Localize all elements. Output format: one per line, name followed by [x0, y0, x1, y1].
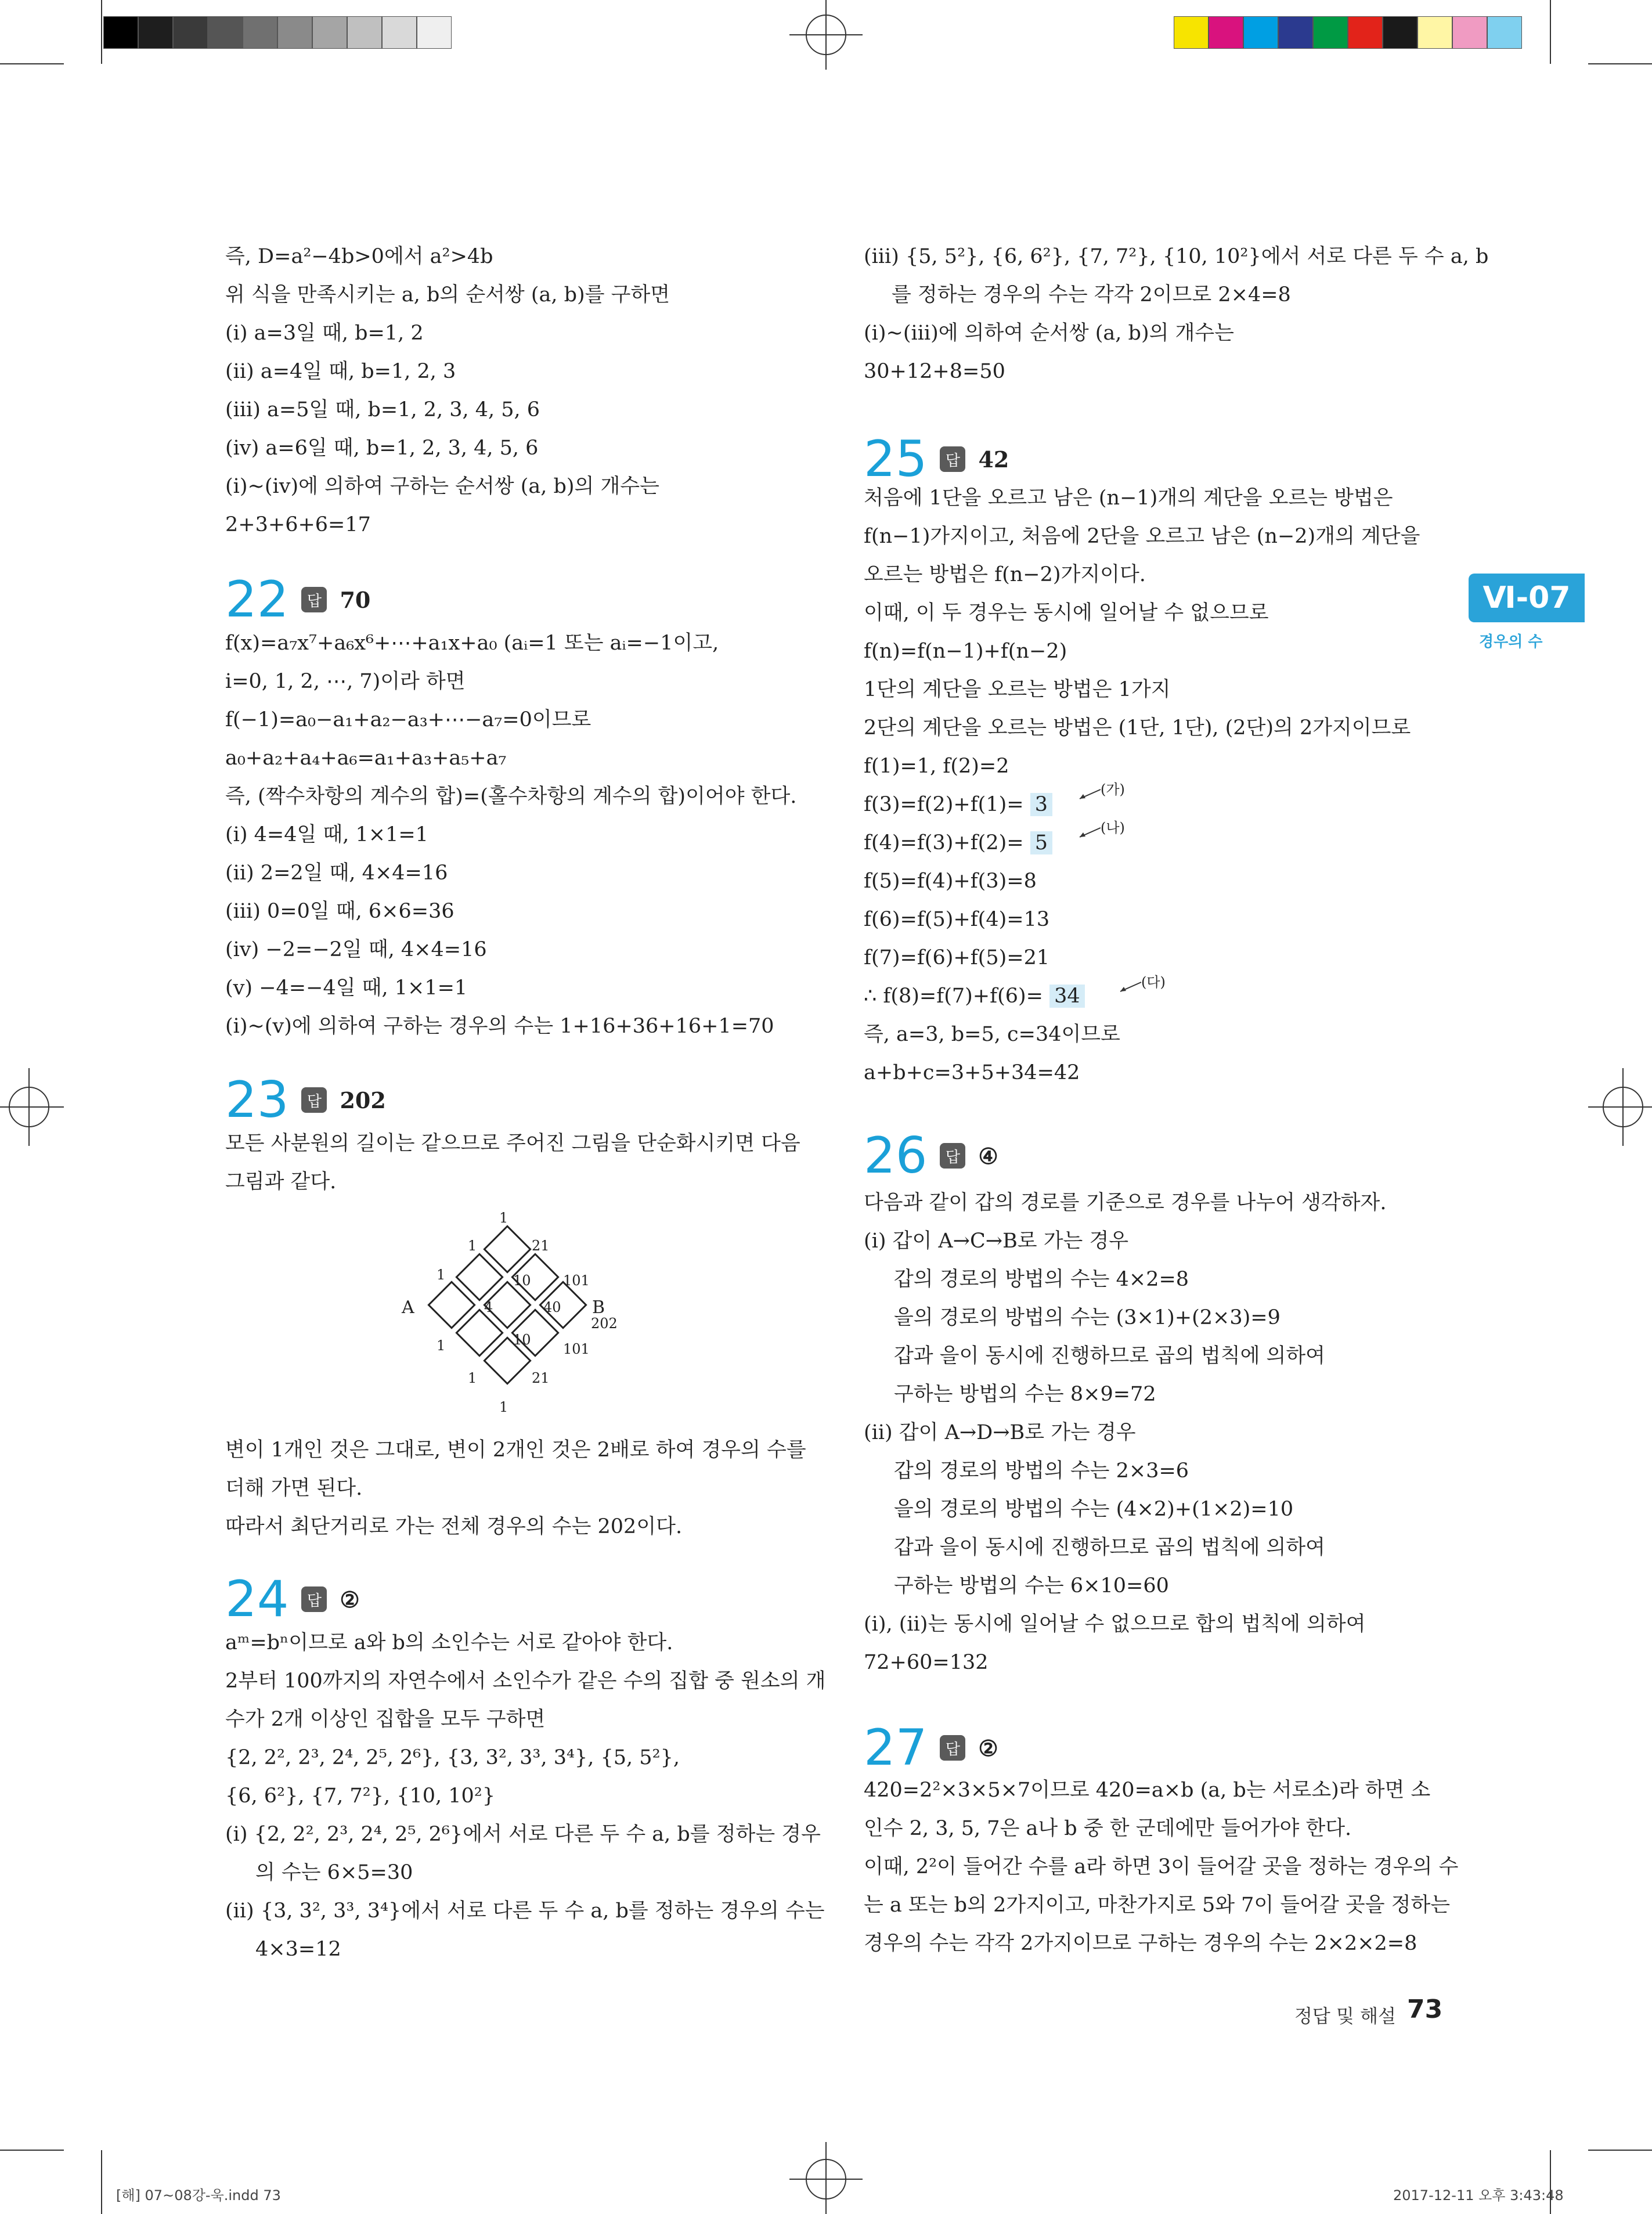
diagram-label: 1: [437, 1337, 446, 1354]
text-line: f(n)=f(n−1)+f(n−2): [864, 640, 1067, 663]
f8-line: [864, 983, 1085, 1009]
text-line: 변이 1개인 것은 그대로, 변이 2개인 것은 2배로 하여 경우의 수를: [225, 1438, 806, 1462]
text-line: 를 정하는 경우의 수는 각각 2이므로 2×4=8: [892, 283, 1291, 307]
print-timestamp: 2017-12-11 오후 3:43:48: [1393, 2187, 1564, 2204]
text-line: (ⅳ) a=6일 때, b=1, 2, 3, 4, 5, 6: [225, 437, 539, 460]
text-line: (ⅱ) 갑이 A→D→B로 가는 경우: [864, 1421, 1136, 1444]
text-line: 즉, (짝수차항의 계수의 합)=(홀수차항의 계수의 합)이어야 한다.: [225, 785, 797, 808]
blank-label-ga: (가): [1101, 781, 1125, 798]
diagram-label: 10: [513, 1332, 531, 1348]
text-line: 다음과 같이 갑의 경로를 기준으로 경우를 나누어 생각하자.: [864, 1191, 1387, 1214]
diagram-label: 1: [468, 1238, 477, 1254]
text-line: 갑의 경로의 방법의 수는 2×3=6: [894, 1459, 1189, 1483]
text-line: 2부터 100까지의 자연수에서 소인수가 같은 수의 집합 중 원소의 개: [225, 1669, 826, 1693]
answer-value: ④: [978, 1142, 998, 1169]
text-line: 는 a 또는 b의 2가지이고, 마찬가지로 5와 7이 들어갈 곳을 정하는: [864, 1894, 1451, 1917]
problem-number: 25: [864, 430, 928, 488]
text-line: (ⅰ)~(ⅴ)에 의하여 구하는 경우의 수는 1+16+36+16+1=70: [225, 1015, 774, 1038]
blank-ga-value: 3: [1030, 793, 1052, 816]
text-line: 수가 2개 이상인 집합을 모두 구하면: [225, 1708, 546, 1731]
text-line: 30+12+8=50: [864, 360, 1005, 383]
blank-label-da: (다): [1141, 974, 1166, 990]
diagram-label: 10: [513, 1272, 531, 1289]
text-line: 그림과 같다.: [225, 1170, 337, 1193]
diagram-label: 101: [563, 1341, 590, 1357]
text-line: 갑의 경로의 방법의 수는 4×2=8: [894, 1268, 1189, 1291]
text-line: aᵐ=bⁿ이므로 a와 b의 소인수는 서로 같아야 한다.: [225, 1631, 673, 1654]
grid-path-diagram: [395, 1202, 639, 1422]
text-line: 오르는 방법은 f(n−2)가지이다.: [864, 563, 1146, 586]
blank-da-value: 34: [1049, 985, 1085, 1008]
text-line: 2+3+6+6=17: [225, 513, 371, 536]
text-line: 갑과 을이 동시에 진행하므로 곱의 법칙에 의하여: [894, 1536, 1325, 1559]
text-line: {2, 2², 2³, 2⁴, 2⁵, 2⁶}, {3, 3², 3³, 3⁴}, {5, 5²},: [225, 1746, 680, 1769]
answer-value: 42: [978, 446, 1009, 473]
diagram-label: 1: [468, 1370, 477, 1386]
diagram-label: B: [592, 1297, 605, 1318]
text-line: a₀+a₂+a₄+a₆=a₁+a₃+a₅+a₇: [225, 747, 507, 770]
answer-badge: 답: [301, 1586, 327, 1612]
text-line: 2단의 계단을 오르는 방법은 (1단, 1단), (2단)의 2가지이므로: [864, 716, 1411, 740]
chapter-tag: Ⅵ-07: [1469, 574, 1585, 622]
text-line: 1단의 계단을 오르는 방법은 1가지: [864, 678, 1171, 701]
answer-badge: 답: [940, 446, 965, 472]
text-line: f(−1)=a₀−a₁+a₂−a₃+⋯−a₇=0이므로: [225, 708, 591, 731]
text-line: (ⅲ) a=5일 때, b=1, 2, 3, 4, 5, 6: [225, 398, 540, 421]
answer-badge: 답: [940, 1143, 965, 1169]
text-line: 구하는 방법의 수는 6×10=60: [894, 1574, 1169, 1598]
text-line: 위 식을 만족시키는 a, b의 순서쌍 (a, b)를 구하면: [225, 283, 670, 307]
problem-24-heading: [225, 1570, 360, 1628]
answer-value: ②: [978, 1735, 998, 1761]
f4-expression: f(4)=f(3)+f(2)=: [864, 831, 1024, 854]
problem-number: 27: [864, 1719, 928, 1777]
text-line: a+b+c=3+5+34=42: [864, 1061, 1080, 1084]
text-line: 을의 경로의 방법의 수는 (4×2)+(1×2)=10: [894, 1498, 1294, 1521]
problem-number: 26: [864, 1127, 928, 1185]
chapter-subtitle: 경우의 수: [1479, 633, 1543, 651]
text-line: f(5)=f(4)+f(3)=8: [864, 870, 1037, 893]
text-line: f(6)=f(5)+f(4)=13: [864, 908, 1050, 931]
diagram-label: 21: [532, 1370, 550, 1386]
page-number: 73: [1407, 1995, 1443, 2024]
text-line: (ⅲ) {5, 5²}, {6, 6²}, {7, 7²}, {10, 10²}에서 서로 다른 두 수 a, b: [864, 245, 1489, 268]
text-line: 을의 경로의 방법의 수는 (3×1)+(2×3)=9: [894, 1306, 1281, 1329]
answer-value: ②: [340, 1586, 360, 1613]
diagram-label: 101: [563, 1272, 590, 1289]
blank-label-na: (나): [1101, 820, 1125, 836]
text-line: f(7)=f(6)+f(5)=21: [864, 946, 1050, 969]
diagram-label: A: [402, 1297, 414, 1318]
problem-number: 22: [225, 571, 289, 629]
text-line: 갑과 을이 동시에 진행하므로 곱의 법칙에 의하여: [894, 1344, 1325, 1368]
text-line: 즉, a=3, b=5, c=34이므로: [864, 1023, 1120, 1046]
f3-expression: f(3)=f(2)+f(1)=: [864, 793, 1024, 816]
text-line: f(1)=1, f(2)=2: [864, 755, 1009, 778]
text-line: 경우의 수는 각각 2가지이므로 구하는 경우의 수는 2×2×2=8: [864, 1932, 1417, 1955]
diagram-label: 1: [437, 1267, 446, 1283]
text-line: 4×3=12: [255, 1938, 341, 1961]
problem-number: 24: [225, 1570, 289, 1628]
diagram-label: 40: [543, 1299, 561, 1315]
diagram-label: 202: [591, 1315, 618, 1332]
text-line: f(n−1)가지이고, 처음에 2단을 오르고 남은 (n−2)개의 계단을: [864, 525, 1420, 548]
text-line: (ⅳ) −2=−2일 때, 4×4=16: [225, 938, 487, 961]
text-line: 이때, 2²이 들어간 수를 a라 하면 3이 들어갈 곳을 정하는 경우의 수: [864, 1855, 1459, 1878]
pointer-arrow: [1118, 980, 1144, 994]
text-line: (ⅰ) 갑이 A→C→B로 가는 경우: [864, 1229, 1129, 1253]
answer-value: 70: [340, 586, 371, 613]
diagram-label: 1: [499, 1210, 508, 1226]
pointer-arrow: [1077, 825, 1103, 839]
text-line: 72+60=132: [864, 1651, 989, 1674]
text-line: 이때, 이 두 경우는 동시에 일어날 수 없으므로: [864, 601, 1269, 625]
blank-na-value: 5: [1030, 831, 1052, 854]
problem-27-heading: [864, 1719, 998, 1777]
text-line: 인수 2, 3, 5, 7은 a나 b 중 한 군데에만 들어가야 한다.: [864, 1817, 1352, 1840]
answer-value: 202: [340, 1087, 386, 1113]
problem-22-heading: [225, 571, 371, 629]
text-line: 따라서 최단거리로 가는 전체 경우의 수는 202이다.: [225, 1515, 683, 1538]
file-info: [해] 07~08강-욱.indd 73: [116, 2187, 281, 2204]
text-line: (ⅱ) {3, 3², 3³, 3⁴}에서 서로 다른 두 수 a, b를 정하는 경우의 수는: [225, 1899, 825, 1923]
answer-badge: 답: [301, 1087, 327, 1113]
text-line: f(x)=a₇x⁷+a₆x⁶+⋯+a₁x+a₀ (aᵢ=1 또는 aᵢ=−1이고,: [225, 632, 719, 655]
text-line: i=0, 1, 2, ⋯, 7)이라 하면: [225, 670, 466, 693]
text-line: (ⅰ) {2, 2², 2³, 2⁴, 2⁵, 2⁶}에서 서로 다른 두 수 a, b를 정하는 경우: [225, 1823, 821, 1846]
diagram-label: 4: [484, 1299, 493, 1315]
answer-badge: 답: [301, 587, 327, 612]
f3-line: [864, 792, 1052, 817]
diagram-label: 21: [532, 1238, 550, 1254]
text-line: 구하는 방법의 수는 8×9=72: [894, 1383, 1156, 1406]
text-line: {6, 6²}, {7, 7²}, {10, 10²}: [225, 1784, 496, 1808]
answer-badge: 답: [940, 1735, 965, 1761]
text-line: (ⅱ) 2=2일 때, 4×4=16: [225, 861, 448, 885]
text-line: (ⅰ)~(ⅲ)에 의하여 순서쌍 (a, b)의 개수는: [864, 322, 1234, 345]
text-line: 더해 가면 된다.: [225, 1477, 363, 1500]
text-line: (ⅰ) 4=4일 때, 1×1=1: [225, 823, 428, 846]
pointer-arrow: [1077, 787, 1103, 801]
problem-25-heading: [864, 430, 1009, 488]
text-line: 420=2²×3×5×7이므로 420=a×b (a, b는 서로소)라 하면 소: [864, 1779, 1431, 1802]
diagram-label: 1: [499, 1399, 508, 1415]
problem-26-heading: [864, 1127, 998, 1185]
text-line: (ⅲ) 0=0일 때, 6×6=36: [225, 900, 455, 923]
f4-line: [864, 830, 1052, 856]
text-line: (ⅴ) −4=−4일 때, 1×1=1: [225, 976, 468, 1000]
text-line: 의 수는 6×5=30: [255, 1861, 413, 1884]
text-line: (ⅱ) a=4일 때, b=1, 2, 3: [225, 360, 456, 383]
footer-section-label: 정답 및 해설: [1294, 2005, 1396, 2027]
text-line: (ⅰ) a=3일 때, b=1, 2: [225, 322, 424, 345]
text-line: 처음에 1단을 오르고 남은 (n−1)개의 계단을 오르는 방법은: [864, 486, 1393, 510]
text-line: 즉, D=a²−4b>0에서 a²>4b: [225, 245, 493, 268]
text-line: (ⅰ), (ⅱ)는 동시에 일어날 수 없으므로 합의 법칙에 의하여: [864, 1613, 1366, 1636]
text-line: 모든 사분원의 길이는 같으므로 주어진 그림을 단순화시키면 다음: [225, 1132, 800, 1155]
problem-23-heading: [225, 1071, 386, 1129]
text-line: (ⅰ)~(ⅳ)에 의하여 구하는 순서쌍 (a, b)의 개수는: [225, 475, 659, 498]
f8-expression: ∴ f(8)=f(7)+f(6)=: [864, 985, 1043, 1008]
problem-number: 23: [225, 1071, 289, 1129]
